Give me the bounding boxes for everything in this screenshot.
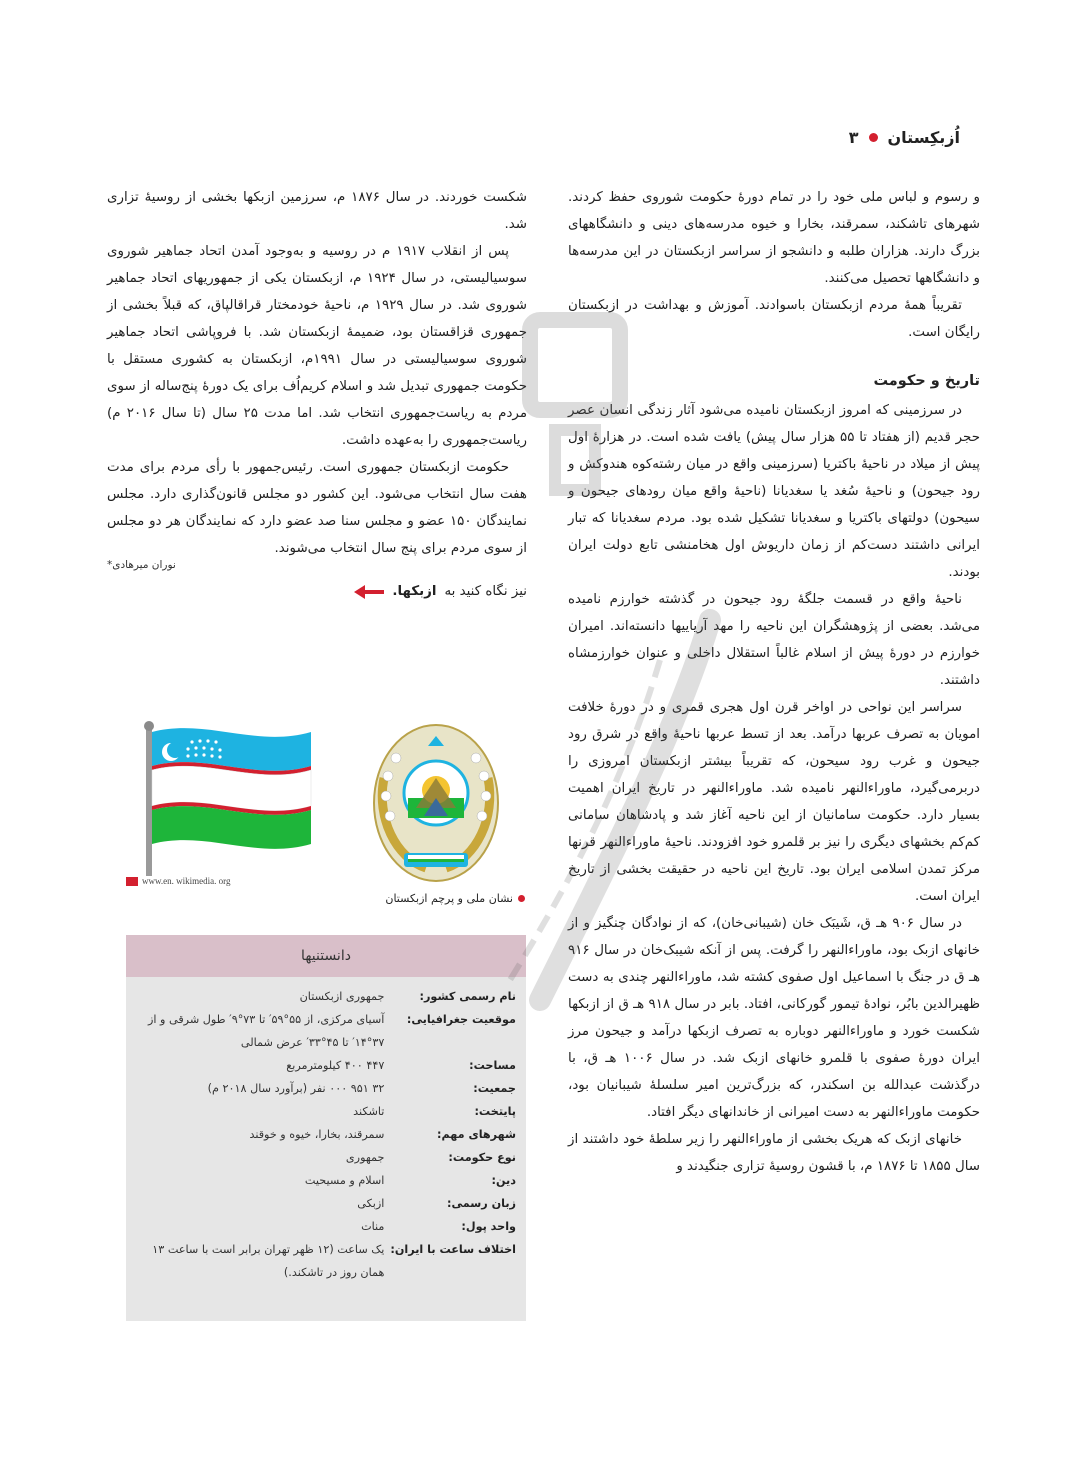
fact-label: واحد پول: [461, 1220, 516, 1233]
see-also-prefix: نیز نگاه کنید به [444, 584, 527, 599]
fact-value: سمرقند، بخارا، خیوه و خوقند [249, 1128, 385, 1141]
paragraph: خانهای ازبک که هریک بخشی از ماوراءالنهر را زیر سلطهٔ خود داشتند از سال ۱۸۵۵ تا ۱۸۷۶ م، با قشون روسیهٔ تزاری جنگیدند و [568, 1132, 980, 1174]
paragraph: در سال ۹۰۶ هـ ق، شَیبَک خان (شیبانی‌خان)، که از نوادگان چنگیز و از خانهای ازبک بود، ماوراءالنهر را گرفت. پس از آنکه شیبک‌خان در سال ۹۱۶ هـ ق در جنگ با اسماعیل اول صفوی کشته شد، ماوراءالنهر چندی به دست ظهیرالدین بابُر، نوادهٔ تیمور گورکانی، افتاد. بابر در سال ۹۱۸ هـ ق از ازبکها شکست خورد و ماوراءالنهر دوباره به تصرف ازبکها درآمد و جیحون مرز ایران دورهٔ صفوی با قلمرو خانهای ازبک شد. در سال ۱۰۰۶ هـ ق، با درگذشت عبدالله بن اسکندر، که بزرگ‌ترین امیر سلسلهٔ شیبانیان بود، حکومت ماوراءالنهر به دست امیرانی از خاندانهای دیگر افتاد. [568, 916, 980, 1120]
fact-label: پایتخت: [474, 1105, 516, 1118]
fact-value: اسلام و مسیحیت [304, 1174, 385, 1187]
table-row [132, 1215, 516, 1238]
fact-value: ۳۲ ۹۵۱ ۰۰۰ نفر (برآورد سال ۲۰۱۸ م) [207, 1082, 385, 1095]
fact-value: ۴۴۷ ۴۰۰ کیلومترمربع [286, 1059, 385, 1072]
paragraph: حکومت ازبکستان جمهوری است. رئیس‌جمهور با رأی مردم برای مدت هفت سال انتخاب می‌شود. این کشور دو مجلس قانون‌گذاری دارد. مجلس نمایندگان ۱۵۰ عضو و مجلس سنا صد عضو دارد که نمایندگان هر دو مجلس از سوی مردم برای پنج سال انتخاب می‌شوند. [107, 460, 527, 556]
facts-table [132, 985, 516, 1284]
table-row [132, 1100, 516, 1123]
right-column [568, 184, 980, 1180]
fact-value: آسیای مرکزی، از ۵۵°۵۹′ تا ۷۳°۹′ طول شرقی و از ۳۷°۱۴′ تا ۴۵°۳۳′ عرض شمالی [147, 1013, 385, 1049]
fact-value: جمهوری [345, 1151, 385, 1164]
fact-label: موقعیت جغرافیایی: [406, 1013, 516, 1026]
figure-emblem-and-flag [126, 718, 526, 918]
table-row [132, 1123, 516, 1146]
fact-label: اختلاف ساعت با ایران: [390, 1243, 516, 1256]
fact-value: تاشکند [353, 1105, 385, 1118]
fact-label: مساحت: [469, 1059, 516, 1072]
caption-text: نشان ملی و پرچم ازبکستان [385, 892, 513, 905]
see-also[interactable] [107, 578, 527, 605]
table-row [132, 985, 516, 1008]
facts-title: دانستنیها [126, 935, 526, 977]
author-credit: نوران میرهادی* [107, 559, 176, 571]
page-title: اُزبکِستان [887, 127, 960, 147]
figure-caption [385, 892, 525, 905]
paragraph: در سرزمینی که امروز ازبکستان نامیده می‌شود آثار زندگی انسان عصر حجر قدیم (از هفتاد تا ۵۵ هزار سال پیش) یافت شده است. در هزارهٔ اول پیش از میلاد در ناحیهٔ باکتریا (سرزمینی واقع در میان رشته‌کوه هندوکش و رود جیحون) و ناحیهٔ سُغد یا سغدیانا (ناحیهٔ واقع میان رودهای جیحون و سیحون) دولتهای باکتریا و سغدیانا تشکیل شده بود. مردم سغدیانا که تبار ایرانی داشتند دست‌کم از زمان داریوش اول هخامنشی تابع دولت ایران بودند. [568, 403, 980, 580]
fact-label: نوع حکومت: [448, 1151, 516, 1164]
paragraph: و رسوم و لباس ملی خود را در تمام دورهٔ حکومت شوروی حفظ کردند. شهرهای تاشکند، سمرقند، بخارا و خیوه مدرسه‌های دینی و دانشگاههای بزرگ دارند. هزاران طلبه و دانشجو از سراسر ازبکستان در این مدرسه‌ها و دانشگاهها تحصیل می‌کنند. [568, 190, 980, 286]
facts-box [126, 935, 526, 1321]
coat-of-arms-icon [366, 718, 506, 888]
paragraph: پس از انقلاب ۱۹۱۷ م در روسیه و به‌وجود آمدن اتحاد جماهیر شوروی سوسیالیستی، در سال ۱۹۲۴ م، ازبکستان یکی از جمهوریهای اتحاد جماهیر شوروی شد. در سال ۱۹۲۹ م، ناحیهٔ خودمختار قراقالپاق، که قبلاً بخشی از جمهوری قزاقستان بود، ضمیمهٔ ازبکستان شد. با فروپاشی اتحاد جماهیر شوروی سوسیالیستی در سال ۱۹۹۱م، ازبکستان به کشوری مستقل با حکومت جمهوری تبدیل شد و اسلام کریم‌اُف برای یک دورهٔ پنج‌ساله از سوی مردم به ریاست‌جمهوری انتخاب شد. اما مدت ۲۵ سال (تا سال ۲۰۱۶ م) ریاست‌جمهوری را به‌عهده داشت. [107, 244, 527, 448]
see-also-link[interactable]: ازبکها. [392, 584, 437, 599]
table-row [132, 1146, 516, 1169]
fact-label: شهرهای مهم: [436, 1128, 516, 1141]
section-heading: تاریخ و حکومت [873, 373, 980, 389]
paragraph: تقریباً همهٔ مردم ازبکستان باسوادند. آموزش و بهداشت در ازبکستان رایگان است. [568, 298, 980, 340]
left-column [107, 184, 527, 605]
image-source [126, 876, 230, 886]
source-text: www.en. wikimedia. org [142, 876, 231, 886]
fact-label: دین: [491, 1174, 516, 1187]
fact-value: منات [361, 1220, 385, 1233]
caption-bullet-icon [518, 895, 525, 902]
fact-value: یک ساعت (۱۲ ظهر تهران برابر است با ساعت ۱۳ همان روز در تاشکند.) [152, 1243, 385, 1279]
paragraph: شکست خوردند. در سال ۱۸۷۶ م، سرزمین ازبکها بخشی از روسیهٔ تزاری شد. [107, 190, 527, 232]
table-row [132, 1008, 516, 1054]
fact-label: نام رسمی کشور: [419, 990, 516, 1003]
source-mark-icon [126, 877, 138, 886]
page-number: ۳ [848, 127, 859, 147]
page-header [849, 124, 960, 150]
table-row [132, 1169, 516, 1192]
see-also-arrow-icon [354, 585, 384, 599]
fact-value: ازبکی [357, 1197, 385, 1210]
paragraph: سراسر این نواحی در اواخر قرن اول هجری قمری و در دورهٔ خلافت امویان به تصرف عربها درآمد. بعد از تسط عربها ناحیهٔ واقع در شرق رود جیحون و غرب رود سیحون، که تقریباً بیشتر ازبکستان امروزی را دربرمی‌گیرد، ماوراءالنهر نامیده شد. ماوراءالنهر در تاریخ ایران اهمیت بسیار دارد. حکومت سامانیان از این ناحیه آغاز شد و پادشاهان سامانی کم‌کم بخشهای دیگری را نیز بر قلمرو خود افزودند. ناحیهٔ ماوراءالنهر قرنها مرکز تمدن اسلامی ایران بود. تاریخ این ناحیه در حقیقت بخشی از تاریخ ایران است. [568, 700, 980, 904]
table-row [132, 1192, 516, 1215]
table-row [132, 1077, 516, 1100]
table-row [132, 1238, 516, 1284]
fact-label: جمعیت: [473, 1082, 516, 1095]
fact-label: زبان رسمی: [446, 1197, 516, 1210]
paragraph: ناحیهٔ واقع در قسمت جلگهٔ رود جیحون در گذشته خوارزم نامیده می‌شد. بعضی از پژوهشگران این ناحیه را مهد آریاییها دانسته‌اند. امیران خوارزم در دورهٔ پیش از اسلام غالباً استقلال داخلی و عنوان خوارزمشاه داشتند. [568, 592, 980, 688]
table-row [132, 1054, 516, 1077]
fact-value: جمهوری ازبکستان [299, 990, 385, 1003]
header-bullet-icon [869, 133, 878, 142]
